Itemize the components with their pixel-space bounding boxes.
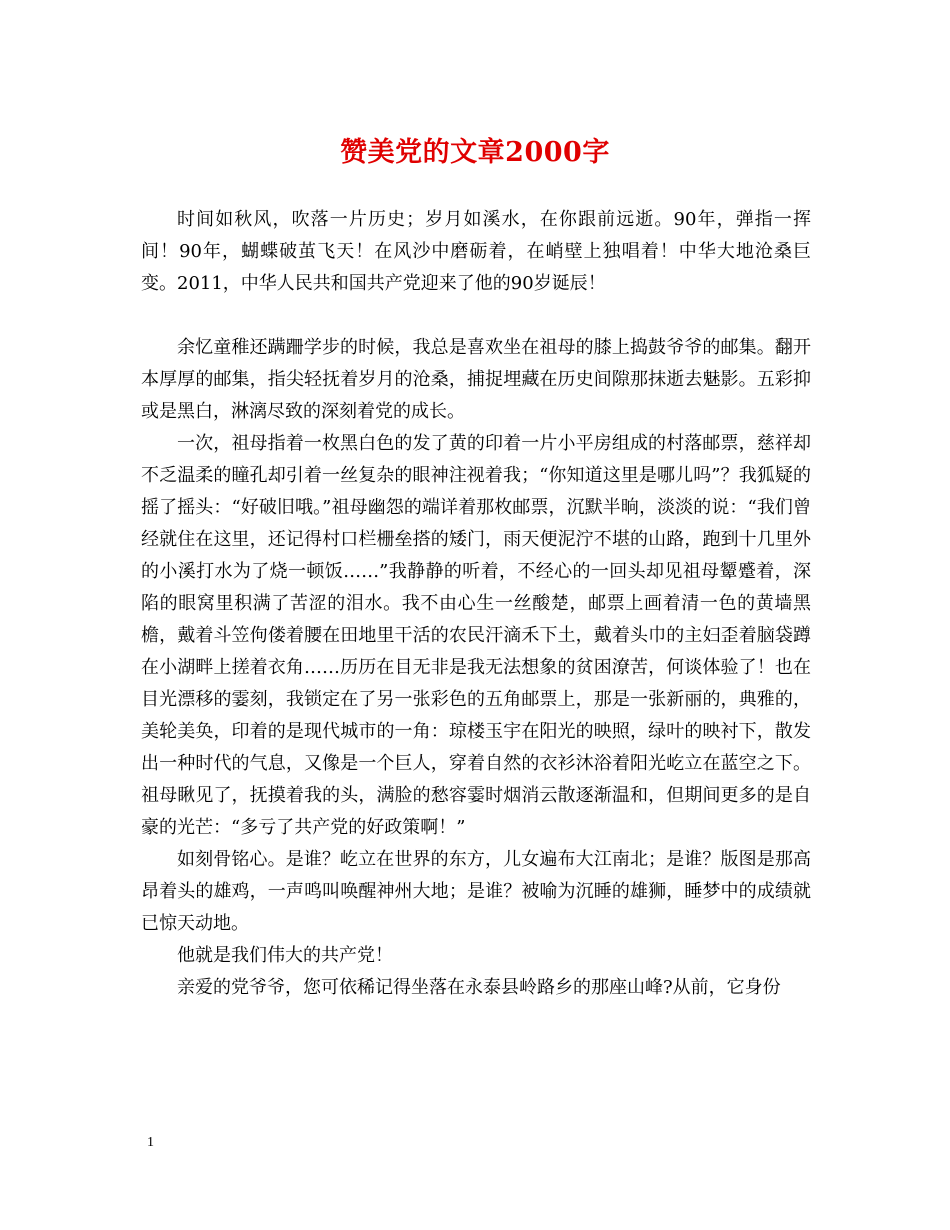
paragraph: 他就是我们伟大的共产党！ <box>177 945 393 966</box>
paragraph: 余忆童稚还蹒跚学步的时候，我总是喜欢坐在祖母的膝上捣鼓爷爷的邮集。翻开本厚厚的邮集，指尖轻抚着岁月的沧桑，捕捉埋藏在历史间隙那抹逝去魅影。五彩抑或是黑白，淋漓尽致的深刻着党的成长。 <box>141 337 811 422</box>
paragraph: 一次，祖母指着一枚黑白色的发了黄的印着一片小平房组成的村落邮票，慈祥却不乏温柔的瞳孔却引着一丝复杂的眼神注视着我；“你知道这里是哪儿吗”？我狐疑的摇了摇头：“好破旧哦。”祖母幽怨的端详着那枚邮票，沉默半晌，淡淡的说：“我们曾经就住在这里，还记得村口栏栅垒搭的矮门，雨天便泥泞不堪的山路，跑到十几里外的小溪打水为了烧一顿饭……”我静静的听着，不经心的一回头却见祖母颦蹙着，深陷的眼窝里积满了苦涩的泪水。我不由心生一丝酸楚，邮票上画着清一色的黄墙黑檐，戴着斗笠佝偻着腰在田地里干活的农民汗滴禾下土，戴着头巾的主妇歪着脑袋蹲在小湖畔上搓着衣角……历历在目无非是我无法想象的贫困潦苦，何谈体验了！也在目光漂移的霎刻，我锁定在了另一张彩色的五角邮票上，那是一张新丽的，典雅的，美轮美奂，印着的是现代城市的一角：琼楼玉宇在阳光的映照，绿叶的映衬下，散发出一种时代的气息，又像是一个巨人，穿着自然的衣衫沐浴着阳光屹立在蓝空之下。祖母瞅见了，抚摸着我的头，满脸的愁容霎时烟消云散逐渐温和，但期间更多的是自豪的光芒：“多亏了共产党的好政策啊！” <box>141 433 811 838</box>
page-number: 1 <box>147 1135 154 1150</box>
paragraph: 如刻骨铭心。是谁？屹立在世界的东方，儿女遍布大江南北；是谁？版图是那高昂着头的雄鸡，一声鸣叫唤醒神州大地；是谁？被喻为沉睡的雄狮，睡梦中的成绩就已惊天动地。 <box>141 849 811 934</box>
document-title: 赞美党的文章2000字 <box>340 137 610 168</box>
paragraph: 时间如秋风，吹落一片历史；岁月如溪水，在你跟前远逝。90年，弹指一挥间！90年，蝴蝶破茧飞天！在风沙中磨砺着，在峭壁上独唱着！中华大地沧桑巨变。2011，中华人民共和国共产党迎来了他的90岁诞辰！ <box>141 209 811 294</box>
document-body <box>141 204 811 1004</box>
paragraph: 亲爱的党爷爷，您可依稀记得坐落在永泰县岭路乡的那座山峰?从前，它身份 <box>177 977 781 998</box>
paragraph-spacer <box>141 300 811 332</box>
